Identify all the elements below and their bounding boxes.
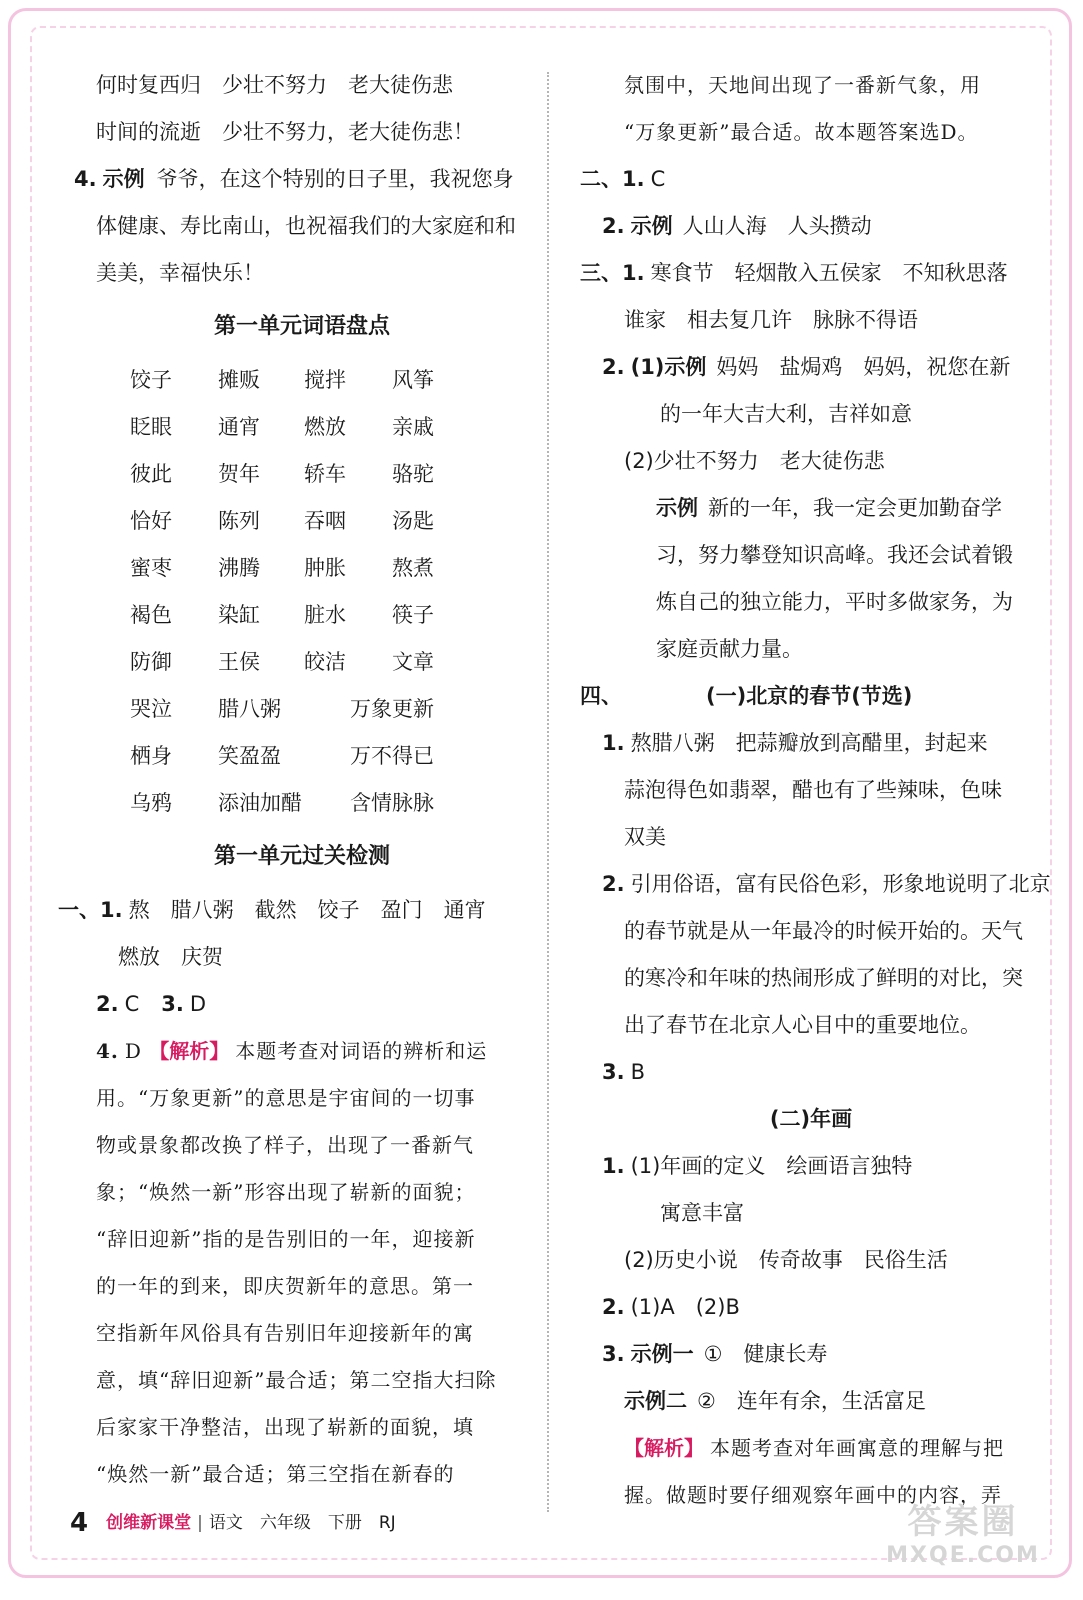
brand-name: 创维新课堂 [106,1513,192,1533]
vocab-row [74,592,530,639]
s4-p1-line [580,1143,1042,1190]
vocab-word: 文章 [392,650,434,674]
vocab-word: 染缸 [218,603,260,627]
s2-q2-example-label: 示例 [630,214,673,238]
analysis-continued: “万象更新”最合适。故本题答案选D。 [624,120,979,144]
analysis-text: 的一年的到来，即庆贺新年的意思。第一 [96,1274,474,1298]
vocab-word: 吞咽 [304,509,346,533]
watermark-text: 答案圈 [907,1502,1019,1542]
s4-p2-line [580,1284,1042,1331]
analysis-continued: 氛围中，天地间出现了一番新气象，用 [624,73,981,97]
vocab-word: 肿胀 [304,556,346,580]
q4-text: 体健康、寿比南山，也祝福我们的大家庭和和 [96,214,516,238]
vocab-word: 腊八粥 [218,697,281,721]
s4-p3-number: 3. [602,1342,625,1366]
s4-q2-answer: 的春节就是从一年最冷的时候开始的。天气 [624,919,1023,943]
s4-q2-answer: 的寒冷和年味的热闹形成了鲜明的对比，突 [624,966,1023,990]
s4-q2-line [580,861,1051,908]
s3-q2-2-example-label: 示例 [656,496,698,520]
s4-q1-answer: 熬腊八粥 把蒜瓣放到高醋里，封起来 [630,731,988,755]
s2-q1-answer: C [650,167,666,191]
s4-p1-number: 1. [602,1154,625,1178]
watermark-url: MXQE.COM [886,1543,1040,1568]
s3-q2-2-example-line [580,485,1042,532]
analysis-text: 本题考查对词语的辨析和运 [235,1039,488,1063]
vocab-word: 彼此 [130,462,172,486]
vocab-word: 万不得已 [350,744,434,768]
analysis-text: 象；“焕然一新”形容出现了崭新的面貌； [96,1180,476,1204]
s3-q2-2-text: 炼自己的独立能力，平时多做家务，为 [656,590,1013,614]
vocab-word: 骆驼 [392,462,434,486]
analysis-tag: 【解析】 [624,1438,704,1460]
s3-q1-answer: 谁家 相去复几许 脉脉不得语 [624,308,918,332]
analysis-text: 本题考查对年画寓意的理解与把 [710,1436,1004,1460]
intro-line: 时间的流逝 少壮不努力，老大徒伤悲！ [96,120,474,144]
s2-head: 二、1. [580,167,645,191]
s4-p2-number: 2. [602,1295,625,1319]
s1-q2-q3-line [74,981,530,1028]
s3-q2-2-text: 家庭贡献力量。 [656,637,803,661]
vocab-word: 恰好 [130,509,172,533]
s1-q1-line [58,887,530,934]
page-footer [70,1505,396,1541]
watermark-logo [878,1502,1048,1584]
vocab-word: 燃放 [304,415,346,439]
vocab-word: 摊贩 [218,368,260,392]
s3-q1-line [580,250,1042,297]
q4-line [74,156,530,203]
s4-p3-example2-label: 示例二 [624,1389,687,1413]
vocab-word: 皎洁 [304,650,346,674]
analysis-text: 用。“万象更新”的意思是宇宙间的一切事 [96,1086,476,1110]
s2-q2-answer: 人山人海 人头攒动 [682,214,872,238]
vocab-row [74,733,530,780]
s2-q2-number: 2. [602,214,625,238]
s1-q1-answer: 燃放 庆贺 [118,945,223,969]
vocab-word: 汤匙 [392,509,434,533]
s2-q1-line [580,156,1042,203]
vocab-word: 褐色 [130,603,172,627]
s4-q2-number: 2. [602,872,625,896]
analysis-tag: 【解析】 [149,1041,230,1063]
s4-q2-answer: 出了春节在北京人心目中的重要地位。 [624,1013,981,1037]
right-column [580,62,1051,1519]
s4-p3-example2-answer: ② 连年有余，生活富足 [697,1389,926,1413]
s4-p1-answer: (2)历史小说 传奇故事 民俗生活 [624,1248,948,1272]
s3-q2-2-text: 习，努力攀登知识高峰。我还会试着锻 [656,543,1013,567]
s4-q1-answer: 蒜泡得色如翡翠，醋也有了些辣味，色味 [624,778,1002,802]
vocab-row [74,451,530,498]
s3-q2-number: 2. [602,355,625,379]
test-section-title: 第一单元过关检测 [213,844,390,869]
s1-q4-number: 4. [96,1039,119,1063]
s4-head: 四、 [580,684,622,708]
s4-p1-answer: 寓意丰富 [660,1201,744,1225]
vocab-word: 万象更新 [350,697,434,721]
s4-q1-number: 1. [602,731,625,755]
vocab-word: 轿车 [304,462,346,486]
s4-p1-answer: (1)年画的定义 绘画语言独特 [630,1154,913,1178]
vocab-section-title: 第一单元词语盘点 [213,314,390,339]
footer-separator: | [197,1513,203,1533]
s4-q3-answer: B [630,1060,646,1084]
vocab-word: 蜜枣 [130,556,172,580]
vocab-word: 含情脉脉 [350,791,434,815]
vocab-word: 栖身 [130,744,172,768]
q4-text: 美美，幸福快乐！ [96,261,264,285]
s1-q1-answer: 熬 腊八粥 截然 饺子 盈门 通宵 [128,898,486,922]
vocab-word: 搅拌 [304,368,346,392]
page-number: 4 [70,1508,89,1538]
vocab-row [74,545,530,592]
vocab-word: 眨眼 [130,415,172,439]
s4-q3-number: 3. [602,1060,625,1084]
analysis-text: “焕然一新”最合适；第三空指在新春的 [96,1462,455,1486]
s3-q2-1-label: (1)示例 [630,355,707,379]
s4-p2-answer: (1)A (2)B [630,1295,740,1319]
vocab-word: 陈列 [218,509,260,533]
s4-q3-line [580,1049,1042,1096]
s3-q2-2-text: 新的一年，我一定会更加勤奋学 [708,496,1002,520]
vocab-word: 风筝 [392,368,434,392]
s4-p3-example2-line [580,1378,1042,1425]
q4-text: 爷爷，在这个特别的日子里，我祝您身 [156,167,514,191]
s3-q2-1-answer: 妈妈 盐焗鸡 妈妈，祝您在新 [716,355,1011,379]
analysis-text: 后家家干净整洁，出现了崭新的面貌，填 [96,1415,474,1439]
vocab-word: 通宵 [218,415,260,439]
vocab-word: 沸腾 [218,556,260,580]
s4-q2-answer: 引用俗语，富有民俗色彩，形象地说明了北京 [630,872,1051,896]
vocab-row [74,780,530,827]
vocab-word: 亲戚 [392,415,434,439]
vocab-word: 饺子 [130,368,172,392]
s3-q2-2-answer: (2)少壮不努力 老大徒伤悲 [624,449,885,473]
vocab-word: 乌鸦 [130,791,172,815]
q4-example-label: 示例 [102,167,145,191]
vocab-word: 筷子 [392,603,434,627]
q4-number: 4. [74,167,97,191]
s4-head-line [580,673,1042,720]
s3-head: 三、1. [580,261,645,285]
book-info: 语文 六年级 下册 RJ [208,1513,396,1533]
s1-q2-answer: C [124,992,140,1016]
s3-q2-1-answer: 的一年大吉大利，吉祥如意 [660,402,912,426]
analysis-text: 意，填“辞旧迎新”最合适；第二空指大扫除 [96,1368,497,1392]
s4-q1-answer: 双美 [624,825,666,849]
vocab-row [74,404,530,451]
s4-subtitle-1: (一)北京的春节(节选) [706,684,913,708]
intro-line: 何时复西归 少壮不努力 老大徒伤悲 [96,73,453,97]
vocab-word: 添油加醋 [218,791,302,815]
vocab-word: 防御 [130,650,172,674]
vocab-row [74,357,530,404]
vocab-row [74,498,530,545]
analysis-text: “辞旧迎新”指的是告别旧的一年，迎接新 [96,1227,476,1251]
s2-q2-line [580,203,1042,250]
s1-head: 一、1. [58,898,123,922]
s1-q3-answer: D [189,992,207,1016]
s4-p3-example1-label: 示例一 [630,1342,694,1366]
s3-q1-answer: 寒食节 轻烟散入五侯家 不知秋思落 [650,261,1008,285]
analysis-text: 空指新年风俗具有告别旧年迎接新年的寓 [96,1321,474,1345]
column-divider [547,72,549,1512]
s4-p3-example1-answer: ① 健康长寿 [703,1342,828,1366]
vocab-word: 贺年 [218,462,260,486]
vocab-row [74,686,530,733]
analysis-text: 物或景象都改换了样子，出现了一番新气 [96,1133,474,1157]
vocab-word: 脏水 [304,603,346,627]
s1-q2-number: 2. [96,992,119,1016]
s4-p3-analysis-line [580,1425,1042,1472]
left-column [58,62,530,1498]
s1-q3-number: 3. [161,992,184,1016]
vocab-word: 哭泣 [130,697,172,721]
vocab-word: 熬煮 [392,556,434,580]
s4-q1-line [580,720,1042,767]
analysis-text: 握。做题时要仔细观察年画中的内容，弄 [624,1483,1002,1507]
s4-p3-line [580,1331,1042,1378]
vocab-row [74,639,530,686]
s1-q4-line [74,1028,530,1075]
s4-subtitle-2: (二)年画 [769,1107,853,1131]
s3-q2-line [580,344,1042,391]
vocab-word: 王侯 [218,650,260,674]
s1-q4-answer: D [124,1039,142,1063]
vocab-word: 笑盈盈 [218,744,281,768]
